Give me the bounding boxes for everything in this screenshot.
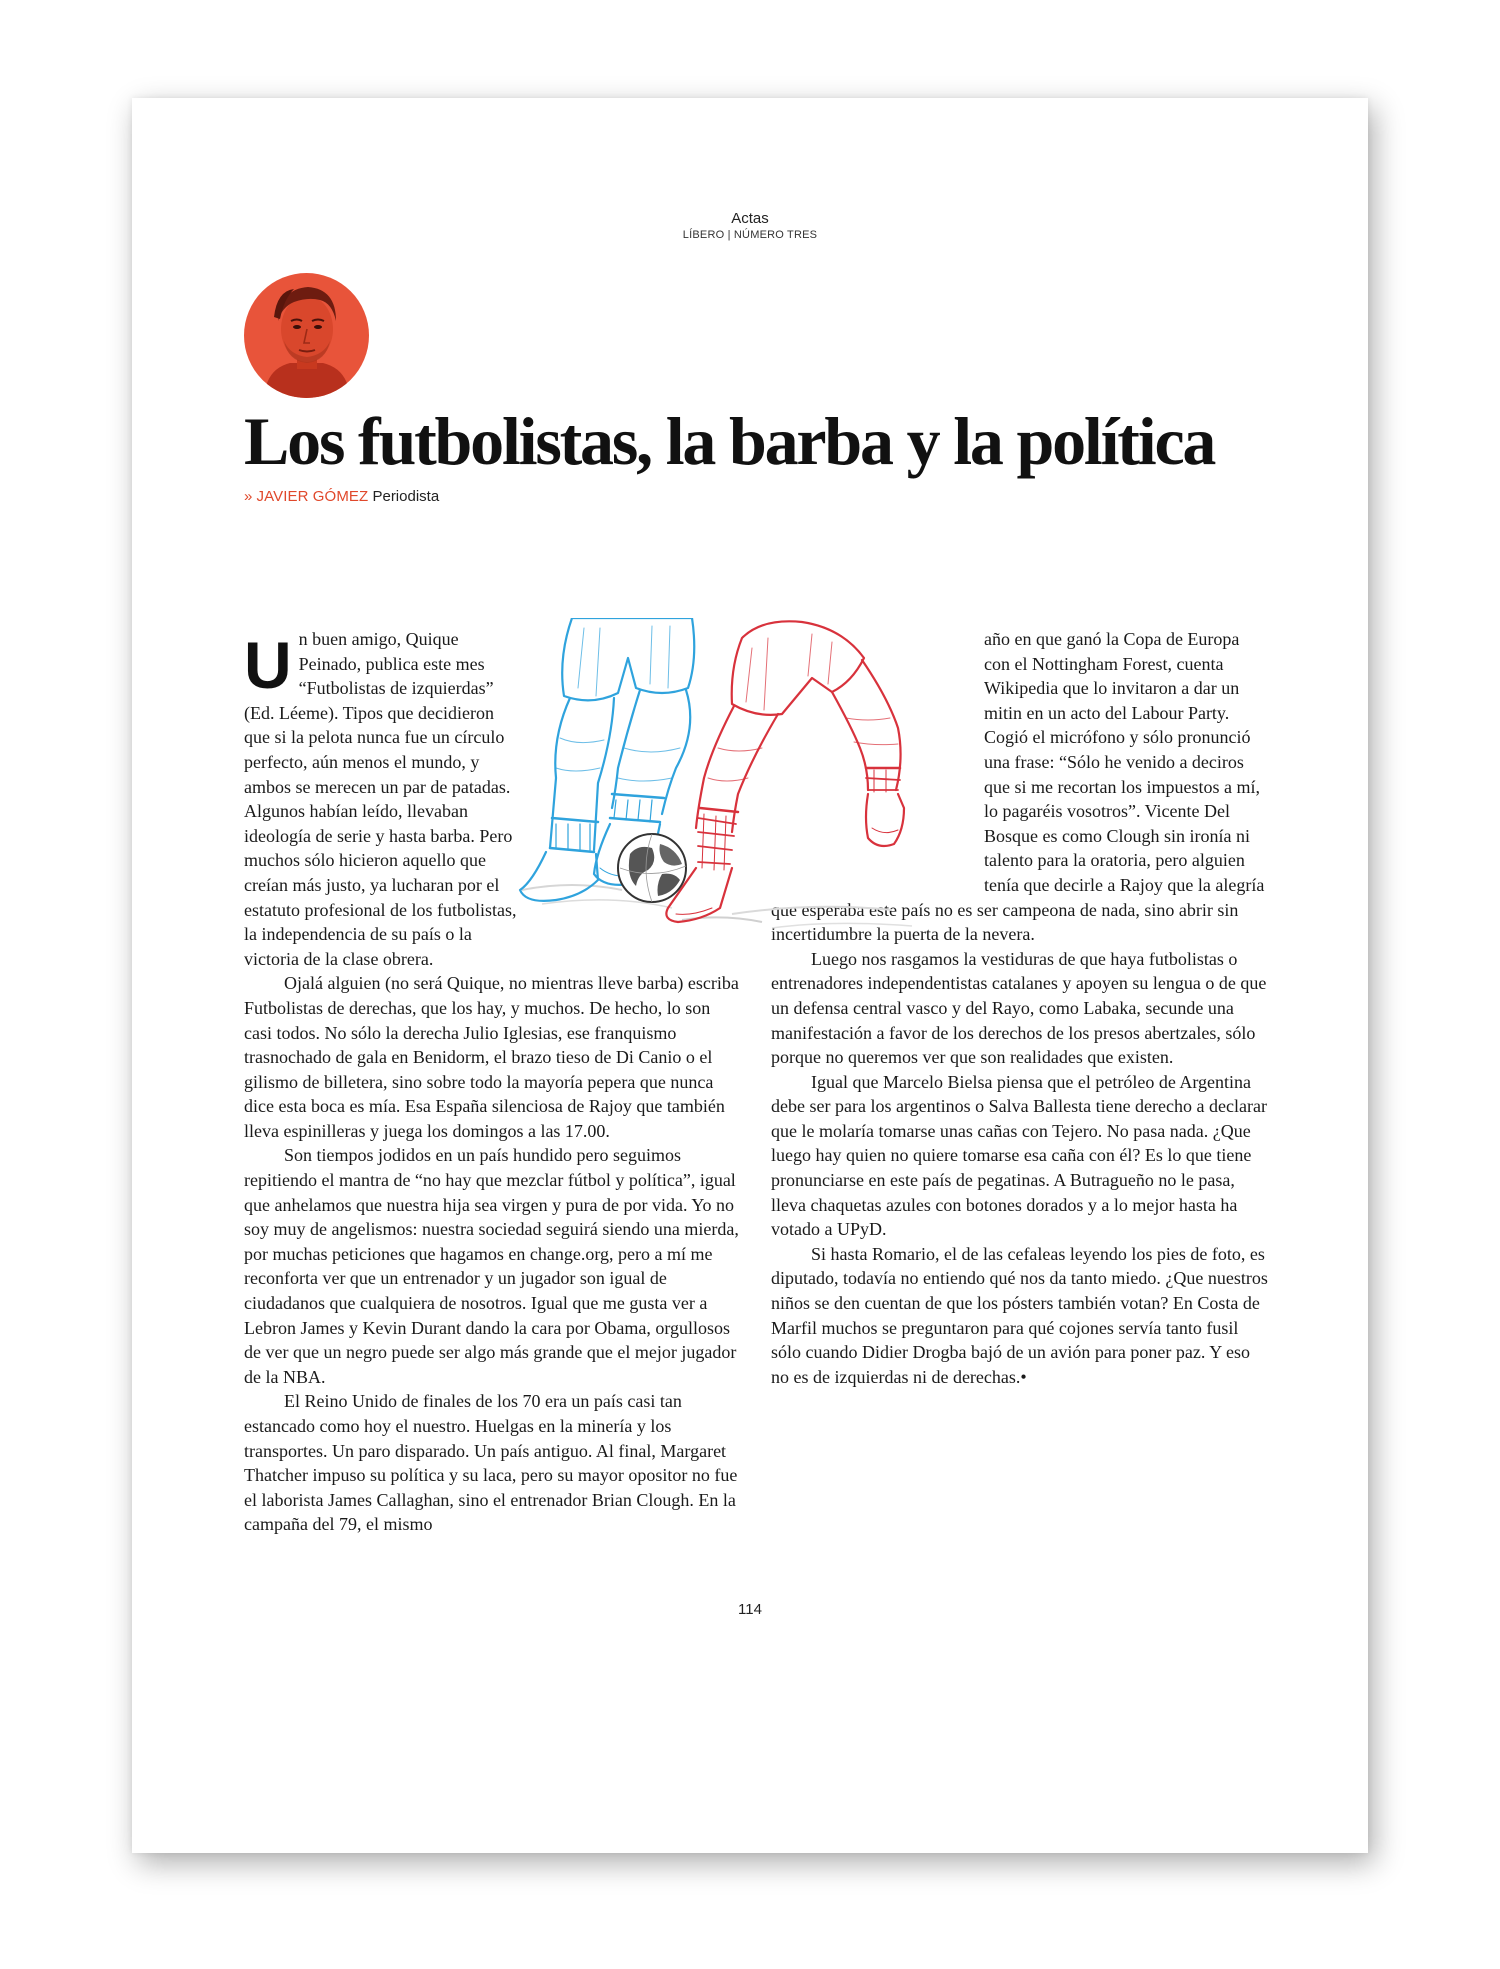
footballers-illustration — [512, 618, 924, 956]
author-avatar — [244, 273, 369, 398]
paragraph: Igual que Marcelo Bielsa piensa que el petróleo de Argentina debe ser para los argentinos o Salva Ballesta tiene derecho a declarar que le molaría tomarse unas cañas con Tejero. No pasa nada. ¿Que luego hay quien no quiere tomarse esa caña con él? Es lo que tiene pronunciarse en este país de pegatinas. A Butragueño no le pasa, lleva chaquetas azules con botones dorados y a lo mejor hasta ha votado a UPyD. — [771, 1071, 1267, 1240]
author-name: JAVIER GÓMEZ — [256, 488, 369, 505]
page-number: 114 — [738, 1601, 762, 1618]
paragraph: El Reino Unido de finales de los 70 era un país casi tan estancado como hoy el nuestro. Huelgas en la minería y los transportes. Un paro disparado. Un país antiguo. Al final, Margaret Thatcher impuso su política y su laca, pero su mayor opositor no fue el laborista James Callaghan, sino el entrenador Brian Clough. En la campaña del 79, el mismo — [244, 1391, 738, 1535]
byline — [244, 488, 439, 505]
globe-ball — [618, 834, 686, 902]
paragraph: n buen amigo, Quique Peinado, publica este mes “Futbolistas de izquierdas” (Ed. Léeme). Tipos que decidieron que si la pelota nunca fue un círculo perfecto, aún menos el mundo, y ambos se merecen un par de patadas. Algunos habían leído, llevaban ideología de serie y hasta barba. Pero muchos sólo hicieron aquello que creían más justo, ya lucharan por el estatuto profesional de los futbolistas, la independencia de su país o la victoria de la clase obrera. — [244, 629, 517, 969]
paragraph: Son tiempos jodidos en un país hundido pero seguimos repitiendo el mantra de “no hay que mezclar fútbol y política”, igual que anhelamos que nuestra hija sea virgen y pura de por vida. Yo no soy muy de angelismos: nuestra sociedad seguirá siendo una mierda, por muchas peticiones que hagamos en change.org, pero a mí me reconforta ver que un entrenador y un jugador son igual de ciudadanos que cualquiera de nosotros. Igual que me gusta ver a Lebron James y Kevin Durant dando la cara por Obama, orgullosos de ver que un negro puede ser algo más grande que el mejor jugador de la NBA. — [244, 1145, 739, 1387]
paragraph: año en que ganó la Copa de Europa con el Nottingham Forest, cuenta Wikipedia que lo invitaron a dar un mitin en un acto del Labour Party. Cogió el micrófono y sólo pronunció una frase: “Sólo he venido a deciros que si me recortan los impuestos a mí, lo pagaréis vosotros”. Vicente Del Bosque es como Clough sin ironía ni talento para la oratoria, pero alguien tenía que decirle a Rajoy que la alegría que esperaba este país no es ser campeona de nada, sino abrir sin incertidumbre la puerta de la nevera. — [771, 629, 1265, 945]
author-portrait-icon — [244, 273, 369, 398]
footballers-with-globe-ball-icon — [512, 618, 924, 956]
author-role: Periodista — [372, 488, 440, 505]
paragraph: Luego nos rasgamos la vestiduras de que haya futbolistas o entrenadores independentistas catalanes y apoyen su lengua o de que un defensa central vasco y del Rayo, como Labaka, secunde una manifestación a favor de los derechos de los presos abertzales, sólo porque no queremos ver que son realidades que existen. — [771, 948, 1267, 1068]
paragraph: Si hasta Romario, el de las cefaleas leyendo los pies de foto, es diputado, todavía no entiendo qué nos da tanto miedo. ¿Que nuestros niños se den cuentan de que los pósters también votan? En Costa de Marfil muchos se preguntaron para qué cojones servía tanto fusil sólo cuando Didier Drogba bajó de un avión para poner paz. Y eso no es de izquierdas ni de derechas.• — [771, 1243, 1268, 1387]
byline-marker: » — [244, 488, 253, 505]
paragraph: Ojalá alguien (no será Quique, no mientras lleve barba) escriba Futbolistas de derechas, que los hay, y muchos. De hecho, lo son casi todos. No sólo la derecha Julio Iglesias, ese franquismo trasnochado de gala en Benidorm, el brazo tieso de Di Canio o el gilismo de billetera, sino sobre todo la mayoría pepera que nunca dice esta boca es mía. Esa España silenciosa de Rajoy que también lleva espinilleras y juega los domingos a las 17.00. — [244, 973, 739, 1141]
article-title: Los futbolistas, la barba y la política — [244, 403, 1215, 479]
drop-cap: U — [244, 628, 292, 702]
magazine-page — [132, 98, 1368, 1853]
section-label: Actas — [731, 210, 769, 227]
issue-label: LÍBERO | NÚMERO TRES — [682, 229, 818, 241]
